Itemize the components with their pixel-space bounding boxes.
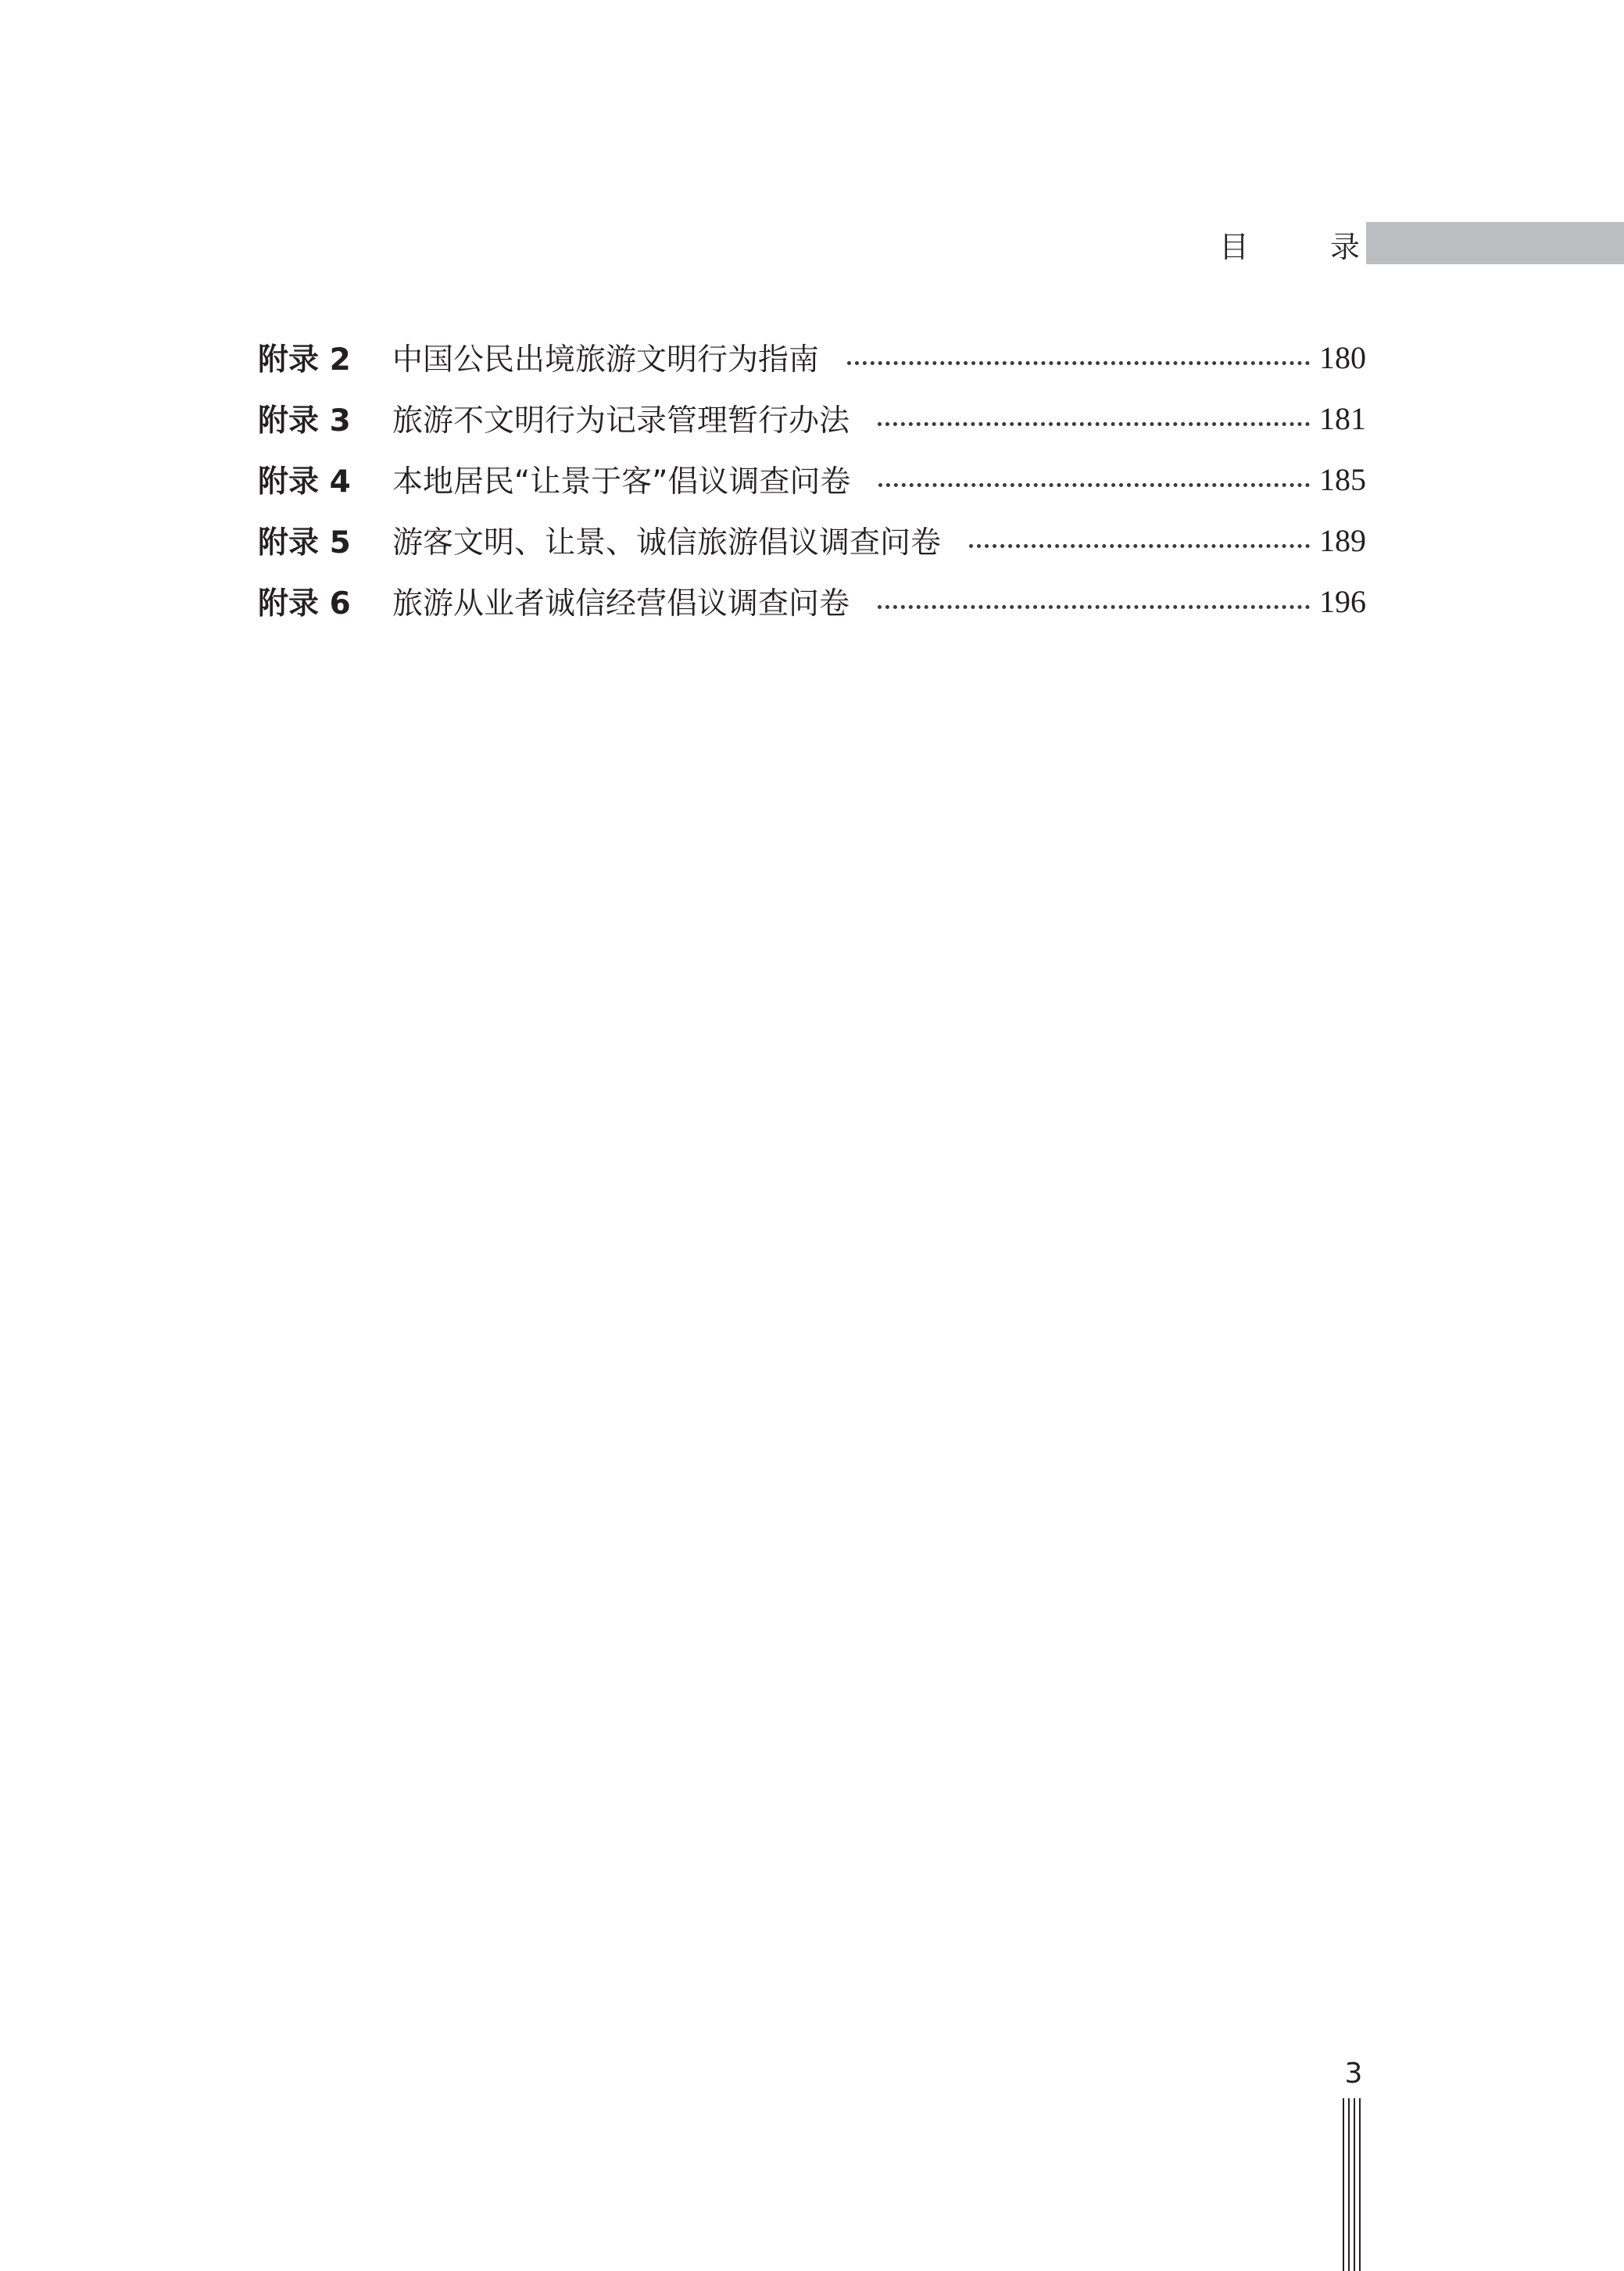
table-of-contents [258, 327, 1366, 632]
toc-entry-title: 本地居民“让景于客”倡议调查问卷 [392, 464, 851, 500]
toc-entry-label: 附录 6 [258, 586, 351, 621]
header-title-right: 录 [1329, 229, 1360, 264]
dot-leader [969, 544, 1310, 548]
edge-line [1354, 2098, 1355, 2271]
toc-entry-title: 游客文明、让景、诚信旅游倡议调查问卷 [392, 525, 942, 561]
toc-entry[interactable] [258, 571, 1366, 632]
toc-entry[interactable] [258, 449, 1366, 510]
toc-entry[interactable] [258, 510, 1366, 571]
toc-entry-title: 旅游不文明行为记录管理暂行办法 [392, 403, 850, 439]
header-title-left: 目 [1219, 229, 1250, 264]
toc-entry-page: 181 [1319, 400, 1366, 436]
toc-entry-label: 附录 2 [258, 342, 351, 378]
toc-entry-label: 附录 4 [258, 464, 351, 500]
toc-entry[interactable] [258, 327, 1366, 388]
edge-line [1359, 2098, 1361, 2271]
toc-entry-page: 196 [1319, 583, 1366, 619]
toc-entry-label: 附录 5 [258, 525, 351, 561]
toc-entry-page: 180 [1319, 339, 1366, 375]
dot-leader [847, 361, 1310, 365]
page-edge-lines [1343, 2098, 1361, 2271]
toc-entry-title: 旅游从业者诚信经营倡议调查问卷 [392, 586, 850, 621]
page-number: 3 [1344, 2058, 1363, 2090]
toc-entry-page: 189 [1319, 522, 1366, 558]
header-tab-bar [1366, 222, 1624, 264]
edge-line [1343, 2098, 1344, 2271]
toc-entry-label: 附录 3 [258, 403, 351, 439]
dot-leader [878, 422, 1310, 426]
edge-line [1348, 2098, 1350, 2271]
running-header [1219, 220, 1360, 267]
toc-entry-page: 185 [1319, 461, 1366, 497]
toc-entry[interactable] [258, 388, 1366, 449]
dot-leader [878, 605, 1310, 609]
toc-entry-title: 中国公民出境旅游文明行为指南 [392, 342, 820, 378]
dot-leader [878, 483, 1310, 487]
